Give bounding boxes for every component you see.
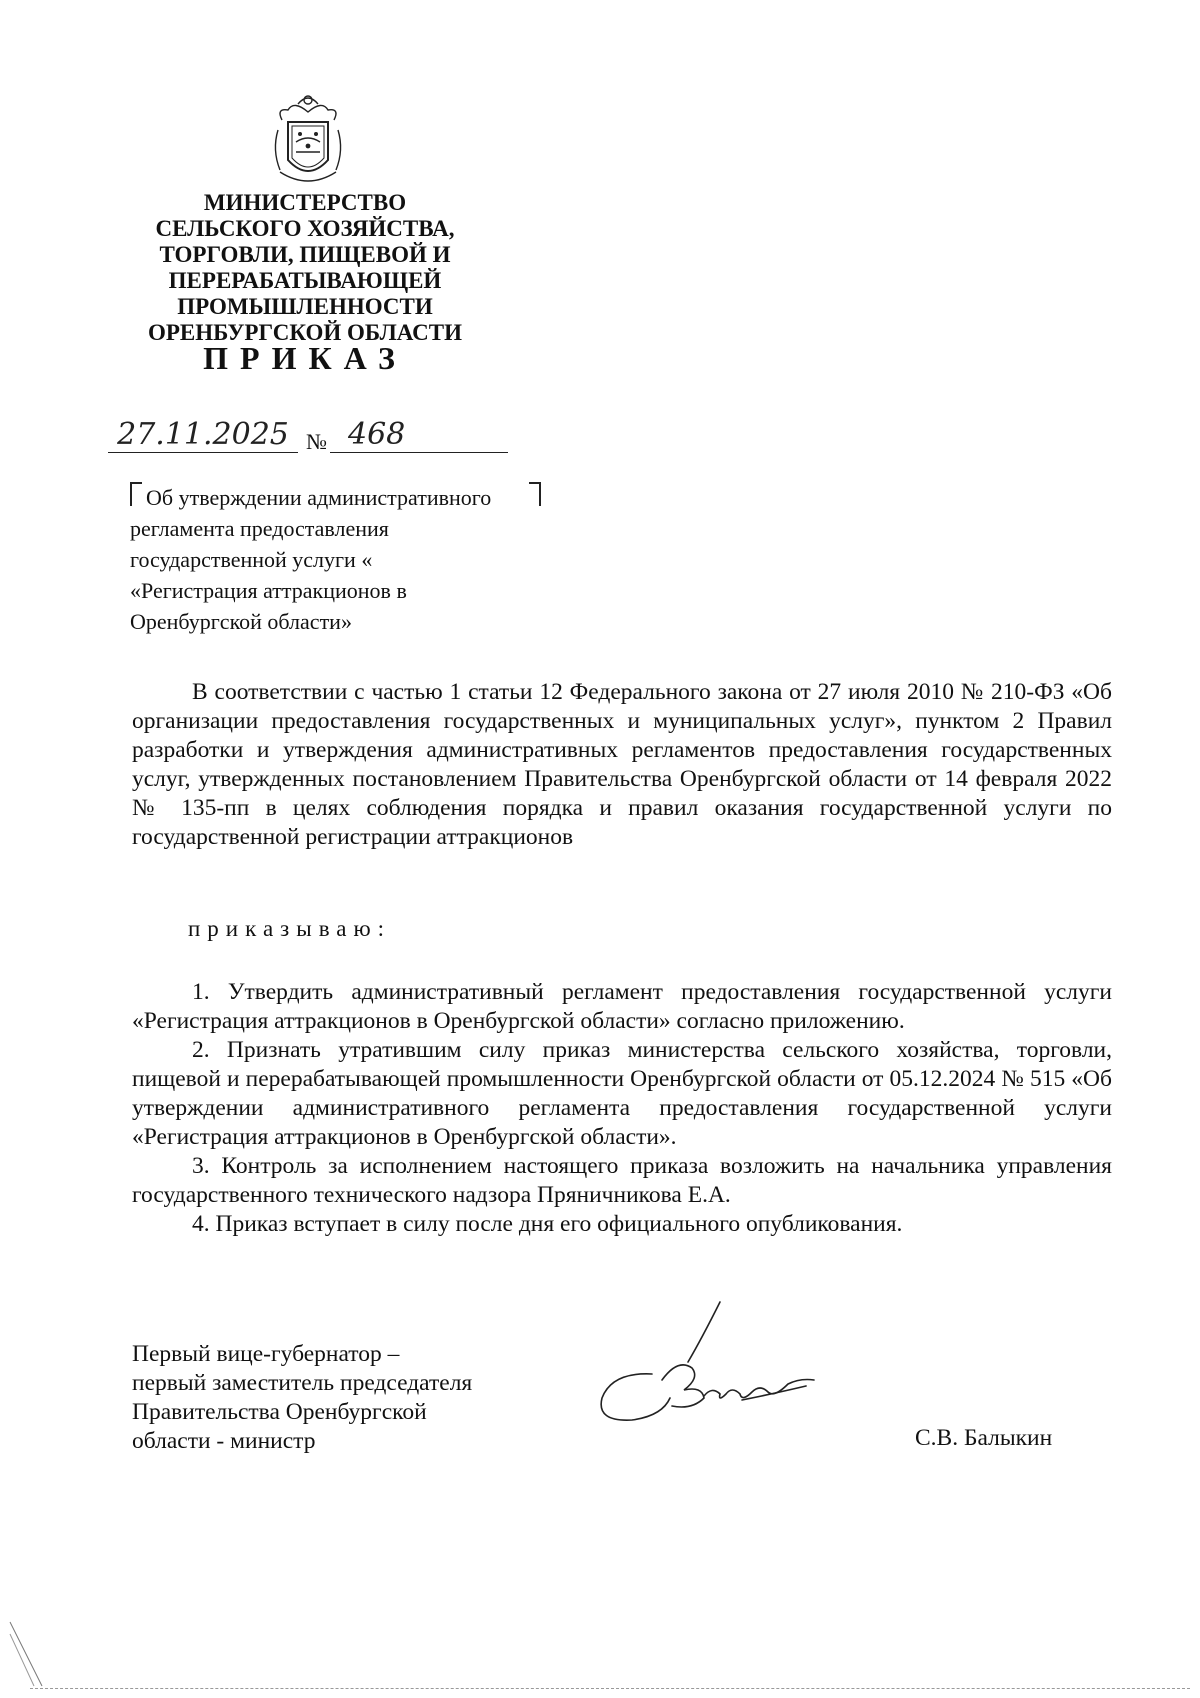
ministry-name	[120, 190, 490, 346]
document-title: ПРИКАЗ	[203, 340, 407, 376]
handwritten-signature	[592, 1298, 822, 1438]
order-subject	[130, 482, 550, 637]
ministry-line: ПРОМЫШЛЕННОСТИ	[177, 294, 433, 319]
subject-line: Оренбургской области»	[130, 609, 352, 634]
subject-line: государственной услуги «	[130, 547, 373, 572]
subject-line: «Регистрация аттракционов в	[130, 578, 407, 603]
position-line: Первый вице-губернатор –	[132, 1341, 400, 1367]
position-line: первый заместитель председателя	[132, 1370, 473, 1396]
page-bottom-edge	[30, 1688, 1190, 1689]
scan-corner-mark	[8, 1620, 48, 1690]
order-date: 27.11.2025	[108, 417, 298, 453]
order-item: 4. Приказ вступает в силу после дня его официального опубликования.	[192, 1211, 903, 1237]
subject-line: регламента предоставления	[130, 516, 389, 541]
order-number: 468	[330, 417, 508, 453]
coat-of-arms-icon	[268, 90, 348, 190]
preamble-paragraph: В соответствии с частью 1 статьи 12 Федерального закона от 27 июля 2010 № 210-ФЗ «Об организации предоставления государственных и муниципальных услуг», пунктом 2 Правил разработки и утверждения административных регламентов предоставления государственных услуг, утвержденных постановлением Правительства Оренбургской области от 14 февраля 2022 № 135-пп в целях соблюдения порядка и правил оказания государственной услуги по государственной регистрации аттракционов	[132, 679, 1112, 850]
subject-line: Об утверждении административного	[146, 485, 492, 510]
ministry-line: СЕЛЬСКОГО ХОЗЯЙСТВА,	[155, 216, 455, 241]
ministry-line: МИНИСТЕРСТВО	[203, 190, 407, 215]
ministry-line: ОРЕНБУРГСКОЙ ОБЛАСТИ	[147, 320, 463, 345]
signatory-position	[132, 1340, 472, 1456]
order-item: 1. Утвердить административный регламент предоставления государственной услуги «Регистрация аттракционов в Оренбургской области» согласно приложению.	[132, 979, 1112, 1034]
ministry-line: ТОРГОВЛИ, ПИЩЕВОЙ И	[159, 242, 451, 267]
ministry-line: ПЕРЕРАБАТЫВАЮЩЕЙ	[168, 268, 442, 293]
signatory-name: С.В. Балыкин	[915, 1425, 1053, 1451]
position-line: области - министр	[132, 1428, 316, 1454]
position-line: Правительства Оренбургской	[132, 1399, 427, 1425]
order-item: 2. Признать утратившим силу приказ министерства сельского хозяйства, торговли, пищевой и перерабатывающей промышленности Оренбургской области от 05.12.2024 № 515 «Об утверждении административного регламента предоставления государственной услуги «Регистрация аттракционов в Оренбургской области».	[132, 1037, 1112, 1150]
number-label: №	[306, 429, 327, 454]
order-word: приказываю:	[188, 916, 392, 941]
order-items	[132, 978, 1112, 1239]
order-item: 3. Контроль за исполнением настоящего приказа возложить на начальника управления государственного технического надзора Пряничникова Е.А.	[132, 1153, 1112, 1208]
order-date-number	[108, 417, 528, 457]
